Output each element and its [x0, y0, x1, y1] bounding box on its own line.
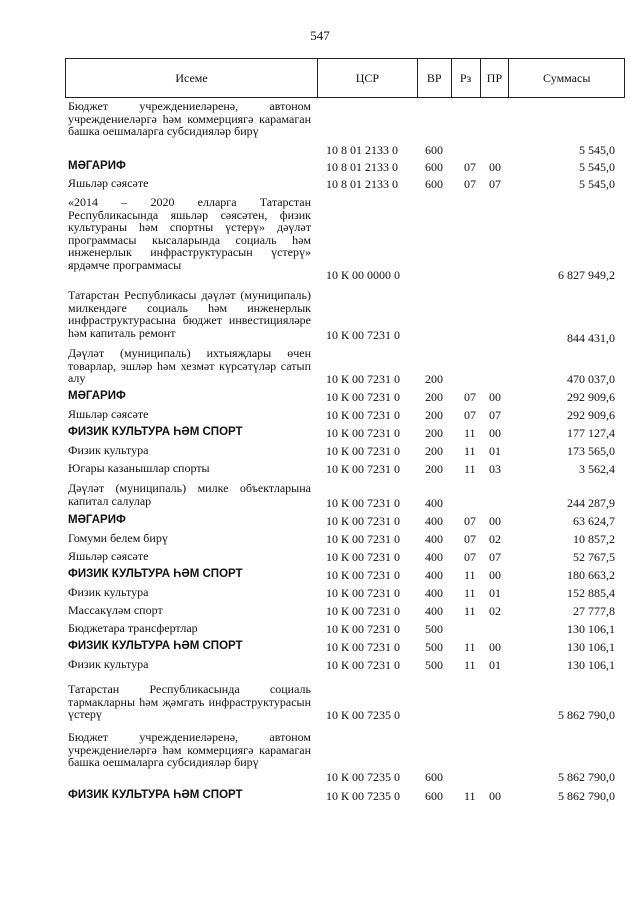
table-row — [65, 671, 625, 721]
row-sum: 5 545,0 — [579, 159, 615, 174]
row-sum: 470 037,0 — [567, 371, 615, 386]
header-rz: Рз — [452, 59, 481, 97]
row-name: Бюджет учреждениеләренә, автоном учреждениеләргә һәм коммерциягә карамаган башка оешмаларга субсидияләр бирү — [68, 99, 311, 138]
table-row — [65, 563, 625, 581]
row-sum: 173 565,0 — [567, 443, 615, 458]
row-sum: 180 663,2 — [567, 567, 615, 582]
row-vr: 600 — [425, 788, 443, 803]
row-pr: 07 — [489, 407, 501, 422]
row-name: Гомуми белем бирү — [68, 531, 168, 545]
row-sum: 5 862 790,0 — [558, 769, 615, 784]
row-sum: 292 909,6 — [567, 389, 615, 404]
row-rz: 11 — [464, 425, 476, 440]
row-name: Массакүләм спорт — [68, 603, 163, 617]
row-csr: 10 К 00 7231 0 — [326, 495, 401, 510]
row-vr: 600 — [425, 159, 443, 174]
row-sum: 177 127,4 — [567, 425, 615, 440]
row-name: «2014 – 2020 елларга Татарстан Республикасында яшьләр сәясәтен, физик культураны һәм спортны үстерү» дәүләт программасы кысаларында социаль һәм инженерлык инфраструктурасын үстерү» ярдәмче программасы — [68, 195, 311, 272]
row-rz: 11 — [464, 639, 476, 654]
row-name: МӘГАРИФ — [68, 514, 126, 526]
table-row — [65, 599, 625, 617]
row-csr: 10 К 00 7231 0 — [326, 443, 401, 458]
header-vr: ВР — [418, 59, 452, 97]
row-pr: 02 — [489, 603, 501, 618]
table-row — [65, 457, 625, 475]
row-pr: 02 — [489, 531, 501, 546]
row-pr: 00 — [489, 159, 501, 174]
row-name: Татарстан Республикасы дәүләт (муниципаль) милкендәге социаль һәм инженерлык инфраструктурасына бюджет инвестицияләре һәм капиталь ремонт — [68, 288, 311, 340]
row-name: Физик культура — [68, 657, 149, 671]
table-header — [65, 58, 625, 98]
row-rz: 11 — [464, 603, 476, 618]
row-sum: 130 106,1 — [567, 657, 615, 672]
table-row — [65, 281, 625, 345]
row-sum: 6 827 949,2 — [558, 267, 615, 282]
row-csr: 10 К 00 7231 0 — [326, 513, 401, 528]
row-vr: 500 — [425, 657, 443, 672]
header-sum: Суммасы — [543, 70, 591, 85]
row-vr: 200 — [425, 407, 443, 422]
row-csr: 10 К 00 7231 0 — [326, 389, 401, 404]
row-csr: 10 К 00 7231 0 — [326, 657, 401, 672]
row-pr: 00 — [489, 425, 501, 440]
row-name: Дәүләт (муниципаль) ихтыяҗлары өчен товарлар, эшләр һәм хезмәт күрсәтүләр сатып алу — [68, 346, 311, 385]
table-row — [65, 439, 625, 457]
row-rz: 11 — [464, 461, 476, 476]
row-name: ФИЗИК КУЛЬТУРА ҺӘМ СПОРТ — [68, 426, 243, 438]
row-csr: 10 К 00 7231 0 — [326, 567, 401, 582]
row-rz: 07 — [464, 176, 476, 191]
row-sum: 63 624,7 — [573, 513, 615, 528]
row-vr: 400 — [425, 513, 443, 528]
row-vr: 500 — [425, 621, 443, 636]
row-sum: 292 909,6 — [567, 407, 615, 422]
row-csr: 10 К 00 7231 0 — [326, 371, 401, 386]
row-rz: 07 — [464, 389, 476, 404]
row-pr: 01 — [489, 585, 501, 600]
table-row — [65, 617, 625, 635]
table-row — [65, 385, 625, 403]
row-vr: 600 — [425, 176, 443, 191]
table-body — [65, 98, 625, 802]
row-vr: 400 — [425, 549, 443, 564]
header-pr: ПР — [481, 59, 510, 97]
row-vr: 400 — [425, 603, 443, 618]
row-csr: 10 К 00 0000 0 — [326, 267, 401, 282]
row-name: МӘГАРИФ — [68, 390, 126, 402]
row-vr: 200 — [425, 425, 443, 440]
row-pr: 03 — [489, 461, 501, 476]
row-csr: 10 8 01 2133 0 — [326, 176, 398, 191]
row-vr: 400 — [425, 531, 443, 546]
row-rz: 07 — [464, 549, 476, 564]
table-row — [65, 98, 625, 156]
row-name: МӘГАРИФ — [68, 160, 126, 172]
row-name: Югары казанышлар спорты — [68, 461, 210, 475]
row-name: ФИЗИК КУЛЬТУРА ҺӘМ СПОРТ — [68, 789, 243, 801]
table-row — [65, 403, 625, 421]
row-name: Яшьләр сәясәте — [68, 549, 149, 563]
table-row — [65, 527, 625, 545]
row-sum: 844 431,0 — [567, 330, 615, 345]
row-csr: 10 К 00 7235 0 — [326, 769, 401, 784]
header-name: Исеме — [66, 59, 318, 97]
table-row — [65, 581, 625, 599]
row-sum: 27 777,8 — [573, 603, 615, 618]
row-rz: 07 — [464, 513, 476, 528]
row-name: Физик культура — [68, 585, 149, 599]
row-sum: 130 106,1 — [567, 639, 615, 654]
table-row — [65, 509, 625, 527]
row-sum: 244 287,9 — [567, 495, 615, 510]
row-pr: 00 — [489, 567, 501, 582]
row-rz: 07 — [464, 407, 476, 422]
row-rz: 11 — [464, 657, 476, 672]
row-name: Яшьләр сәясәте — [68, 407, 149, 421]
row-sum: 10 857,2 — [573, 531, 615, 546]
table-row — [65, 635, 625, 653]
row-rz: 11 — [464, 443, 476, 458]
row-csr: 10 К 00 7231 0 — [326, 327, 401, 342]
row-csr: 10 К 00 7231 0 — [326, 549, 401, 564]
row-pr: 07 — [489, 176, 501, 191]
page-number: 547 — [310, 28, 330, 43]
row-pr: 00 — [489, 788, 501, 803]
row-vr: 200 — [425, 443, 443, 458]
row-csr: 10 К 00 7231 0 — [326, 585, 401, 600]
row-name: Татарстан Республикасында социаль тармакларны һәм җәмгать инфраструктурасын үстерү — [68, 682, 311, 721]
row-sum: 5 862 790,0 — [558, 788, 615, 803]
row-pr: 00 — [489, 639, 501, 654]
table-row — [65, 721, 625, 783]
row-csr: 10 8 01 2133 0 — [326, 159, 398, 174]
row-sum: 5 545,0 — [579, 176, 615, 191]
row-rz: 11 — [464, 788, 476, 803]
row-vr: 400 — [425, 495, 443, 510]
row-csr: 10 К 00 7235 0 — [326, 788, 401, 803]
row-vr: 200 — [425, 461, 443, 476]
table-row — [65, 783, 625, 802]
row-vr: 400 — [425, 585, 443, 600]
row-name: Бюджетара трансфертлар — [68, 621, 198, 635]
row-name: ФИЗИК КУЛЬТУРА ҺӘМ СПОРТ — [68, 568, 243, 580]
table-row — [65, 156, 625, 173]
row-rz: 11 — [464, 567, 476, 582]
row-vr: 600 — [425, 769, 443, 784]
row-pr: 00 — [489, 389, 501, 404]
row-csr: 10 К 00 7231 0 — [326, 621, 401, 636]
row-name: Дәүләт (муниципаль) милке объектларына капитал салулар — [68, 481, 311, 508]
row-rz: 07 — [464, 159, 476, 174]
row-csr: 10 К 00 7235 0 — [326, 707, 401, 722]
row-pr: 01 — [489, 657, 501, 672]
table-row — [65, 421, 625, 439]
row-vr: 600 — [425, 142, 443, 157]
row-csr: 10 К 00 7231 0 — [326, 407, 401, 422]
row-rz: 07 — [464, 531, 476, 546]
table-row — [65, 341, 625, 385]
row-vr: 200 — [425, 371, 443, 386]
row-vr: 400 — [425, 567, 443, 582]
table-row — [65, 545, 625, 563]
row-sum: 130 106,1 — [567, 621, 615, 636]
row-name: Бюджет учреждениеләренә, автоном учреждениеләргә һәм коммерциягә карамаган башка оешмаларга субсидияләр бирү — [68, 730, 311, 769]
row-name: Физик культура — [68, 443, 149, 457]
row-name: ФИЗИК КУЛЬТУРА ҺӘМ СПОРТ — [68, 640, 243, 652]
row-sum: 152 885,4 — [567, 585, 615, 600]
row-csr: 10 К 00 7231 0 — [326, 425, 401, 440]
row-sum: 3 562,4 — [579, 461, 615, 476]
table-row — [65, 475, 625, 509]
row-csr: 10 8 01 2133 0 — [326, 142, 398, 157]
table-row — [65, 173, 625, 190]
row-csr: 10 К 00 7231 0 — [326, 531, 401, 546]
row-csr: 10 К 00 7231 0 — [326, 603, 401, 618]
row-vr: 500 — [425, 639, 443, 654]
row-sum: 5 545,0 — [579, 142, 615, 157]
row-vr: 200 — [425, 389, 443, 404]
table-row — [65, 190, 625, 281]
header-csr: ЦСР — [318, 59, 418, 97]
row-pr: 07 — [489, 549, 501, 564]
row-sum: 5 862 790,0 — [558, 707, 615, 722]
row-sum: 52 767,5 — [573, 549, 615, 564]
row-name: Яшьләр сәясәте — [68, 176, 149, 190]
row-csr: 10 К 00 7231 0 — [326, 461, 401, 476]
row-csr: 10 К 00 7231 0 — [326, 639, 401, 654]
row-pr: 00 — [489, 513, 501, 528]
row-rz: 11 — [464, 585, 476, 600]
table-row — [65, 653, 625, 671]
row-pr: 01 — [489, 443, 501, 458]
